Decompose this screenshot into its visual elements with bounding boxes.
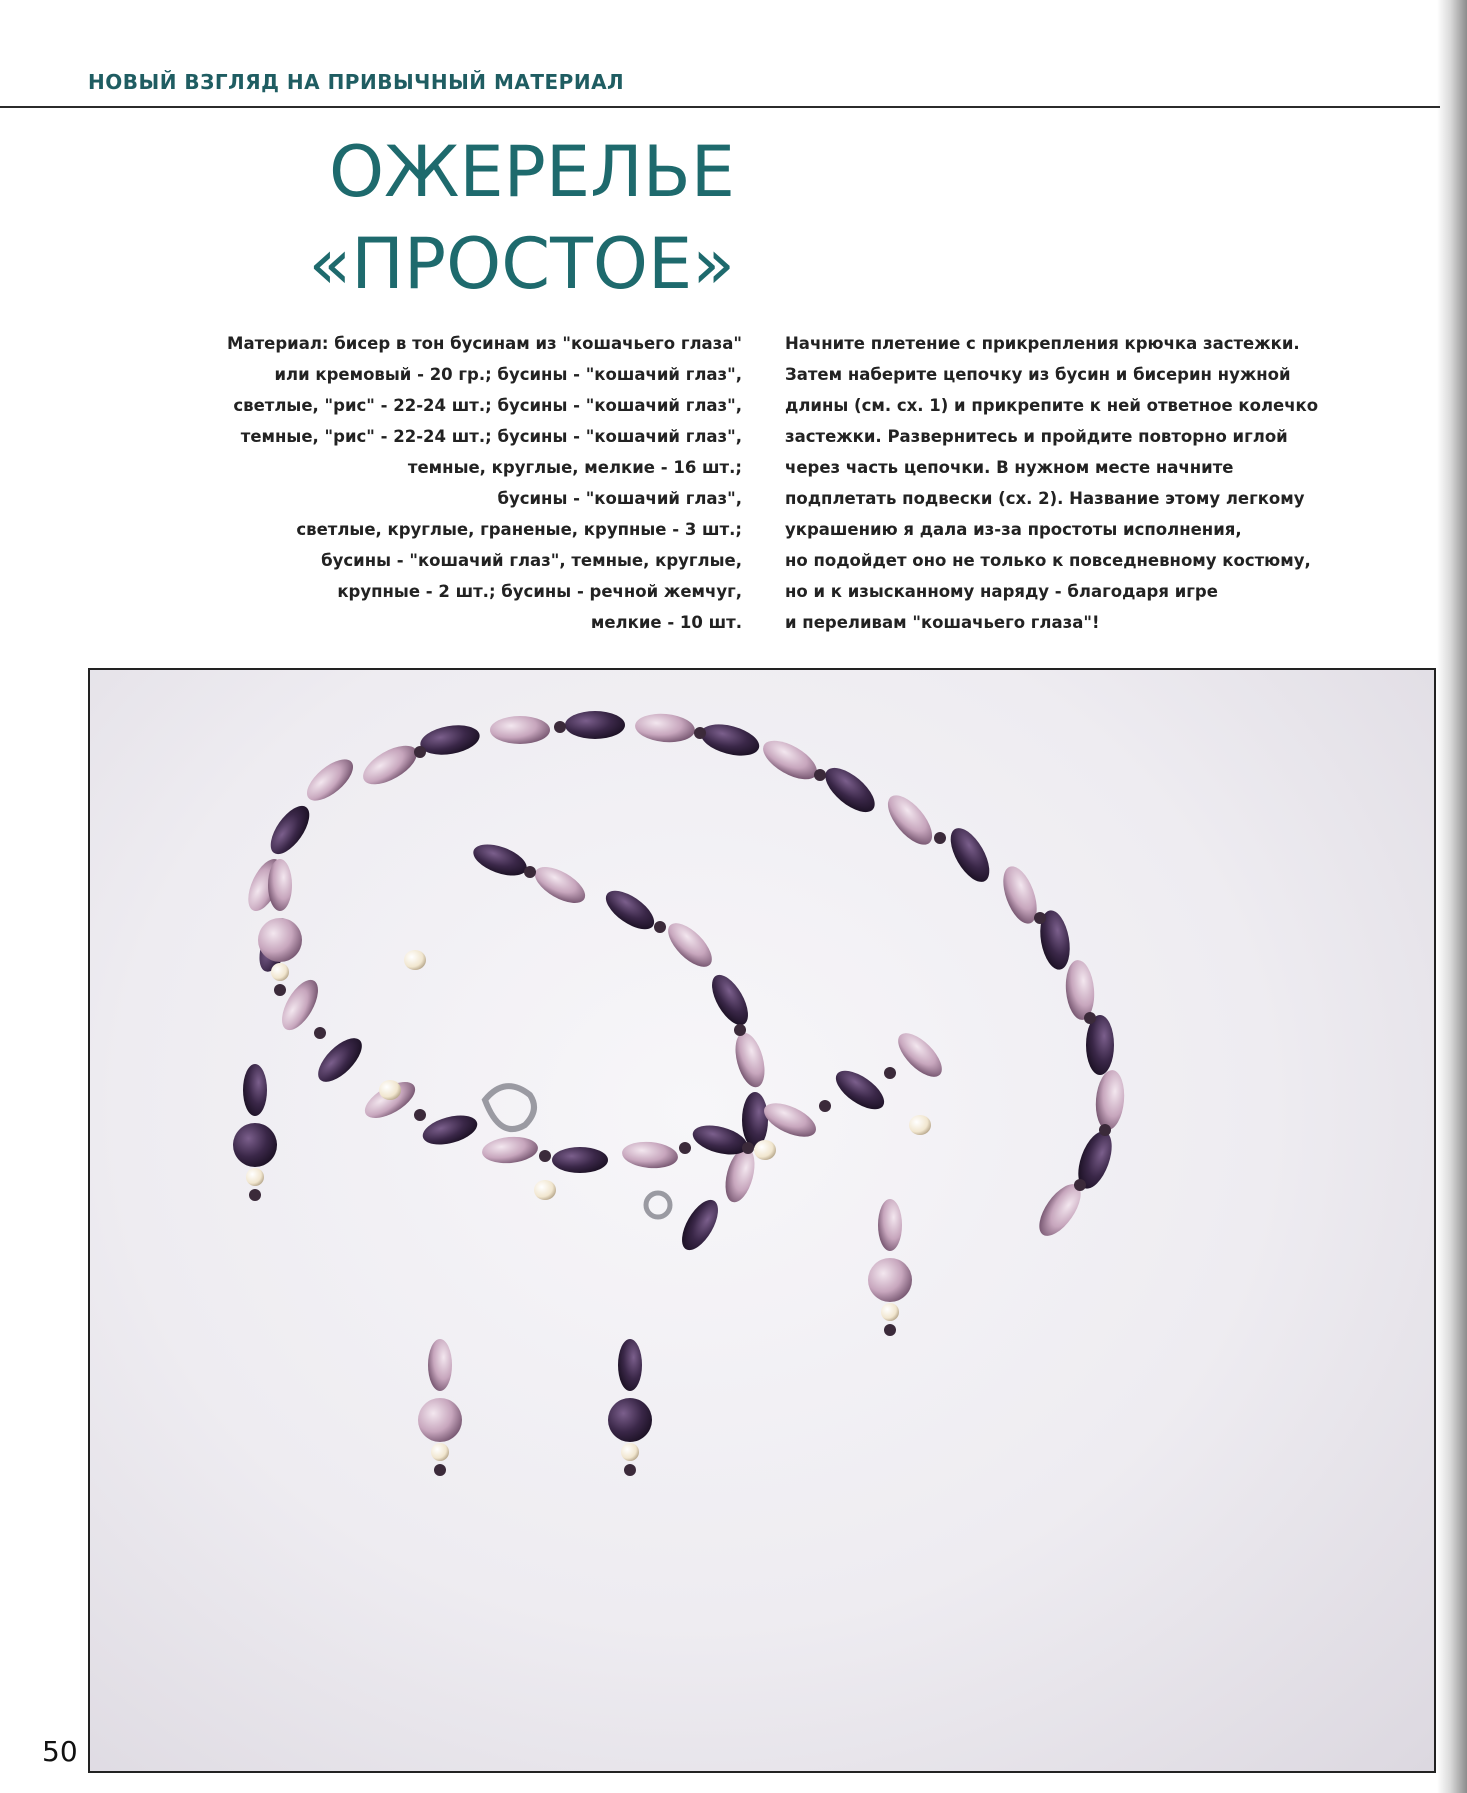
cats-eye-bead bbox=[418, 721, 482, 759]
materials-line: бусины - "кошачий глаз", bbox=[497, 489, 742, 508]
cats-eye-bead bbox=[300, 752, 360, 808]
cats-eye-bead bbox=[878, 1199, 902, 1251]
seed-bead bbox=[624, 1464, 636, 1476]
cats-eye-bead bbox=[742, 1092, 768, 1148]
seed-bead bbox=[694, 727, 706, 739]
cats-eye-bead bbox=[311, 1031, 369, 1089]
seed-bead bbox=[934, 832, 946, 844]
cats-eye-bead bbox=[243, 1064, 267, 1116]
seed-bead bbox=[884, 1324, 896, 1336]
cats-eye-bead bbox=[233, 1123, 277, 1167]
cats-eye-bead bbox=[428, 1339, 452, 1391]
pearl-bead bbox=[754, 1140, 776, 1160]
seed-bead bbox=[654, 921, 666, 933]
materials-line: или кремовый - 20 гр.; бусины - "кошачий глаз", bbox=[274, 365, 742, 384]
cats-eye-bead bbox=[490, 716, 550, 744]
materials-line: темные, круглые, мелкие - 16 шт.; bbox=[407, 458, 742, 477]
clasp bbox=[485, 1086, 534, 1129]
cats-eye-bead bbox=[661, 916, 719, 974]
seed-bead bbox=[434, 1464, 446, 1476]
cats-eye-bead bbox=[621, 1140, 679, 1171]
cats-eye-bead bbox=[565, 711, 625, 739]
cats-eye-bead bbox=[634, 711, 696, 744]
materials-line: бусины - "кошачий глаз", темные, круглые, bbox=[321, 551, 742, 570]
cats-eye-bead bbox=[357, 738, 423, 792]
pearl-bead bbox=[404, 950, 426, 970]
seed-bead bbox=[1074, 1179, 1086, 1191]
cats-eye-bead bbox=[830, 1063, 891, 1116]
cats-eye-bead bbox=[759, 1096, 821, 1143]
pearl-bead bbox=[534, 1180, 556, 1200]
seed-bead bbox=[249, 1189, 261, 1201]
instructions-line: длины (см. сх. 1) и прикрепите к ней ответное колечко bbox=[785, 396, 1319, 415]
pearl-bead bbox=[621, 1443, 639, 1461]
seed-bead bbox=[1084, 1012, 1096, 1024]
cats-eye-bead bbox=[675, 1194, 726, 1255]
seed-bead bbox=[554, 721, 566, 733]
page-number: 50 bbox=[42, 1735, 78, 1768]
article-title bbox=[230, 126, 735, 310]
instructions-line: подплетать подвески (сх. 2). Название этому легкому bbox=[785, 489, 1305, 508]
instructions-line: Затем наберите цепочку из бусин и бисерин нужной bbox=[785, 365, 1291, 384]
cats-eye-bead bbox=[730, 1030, 770, 1091]
seed-bead bbox=[314, 1027, 326, 1039]
cats-eye-bead bbox=[469, 838, 531, 882]
instructions-text bbox=[785, 328, 1318, 638]
cats-eye-bead bbox=[868, 1258, 912, 1302]
instructions-line: и переливам "кошачьего глаза"! bbox=[785, 613, 1100, 632]
cats-eye-bead bbox=[705, 969, 756, 1030]
section-header: НОВЫЙ ВЗГЛЯД НА ПРИВЫЧНЫЙ МАТЕРИАЛ bbox=[88, 70, 625, 94]
cats-eye-bead bbox=[263, 800, 316, 861]
cats-eye-bead bbox=[552, 1147, 608, 1173]
materials-line: мелкие - 10 шт. bbox=[590, 613, 742, 632]
cats-eye-bead bbox=[891, 1026, 949, 1084]
title-line-2: «ПРОСТОЕ» bbox=[308, 223, 735, 305]
cats-eye-bead bbox=[258, 918, 302, 962]
cats-eye-bead bbox=[418, 1398, 462, 1442]
seed-bead bbox=[734, 1024, 746, 1036]
seed-bead bbox=[1099, 1124, 1111, 1136]
seed-bead bbox=[884, 1067, 896, 1079]
materials-text bbox=[60, 328, 742, 638]
seed-bead bbox=[814, 769, 826, 781]
cats-eye-bead bbox=[1063, 959, 1096, 1021]
cats-eye-bead bbox=[880, 788, 940, 852]
seed-bead bbox=[524, 866, 536, 878]
cats-eye-bead bbox=[943, 822, 997, 888]
materials-line: темные, "рис" - 22-24 шт.; бусины - "кошачий глаз", bbox=[240, 427, 742, 446]
cats-eye-bead bbox=[608, 1398, 652, 1442]
pearl-bead bbox=[271, 963, 289, 981]
cats-eye-bead bbox=[268, 859, 292, 911]
page-edge-shadow bbox=[1437, 0, 1467, 1793]
cats-eye-bead bbox=[1093, 1069, 1126, 1131]
cats-eye-bead bbox=[1086, 1015, 1114, 1075]
pearl-bead bbox=[881, 1303, 899, 1321]
cats-eye-bead bbox=[618, 1339, 642, 1391]
necklace-illustration bbox=[90, 670, 1434, 1771]
instructions-line: через часть цепочки. В нужном месте начните bbox=[785, 458, 1234, 477]
header-rule bbox=[0, 106, 1440, 108]
seed-bead bbox=[414, 746, 426, 758]
pearl-bead bbox=[379, 1080, 401, 1100]
seed-bead bbox=[679, 1142, 691, 1154]
cats-eye-bead bbox=[481, 1135, 539, 1166]
instructions-line: но подойдет оно не только к повседневному костюму, bbox=[785, 551, 1311, 570]
seed-bead bbox=[742, 1142, 754, 1154]
pearl-bead bbox=[909, 1115, 931, 1135]
materials-line: Материал: бисер в тон бусинам из "кошачьего глаза" bbox=[227, 334, 742, 353]
instructions-line: украшению я дала из-за простоты исполнения, bbox=[785, 520, 1242, 539]
cats-eye-bead bbox=[275, 974, 326, 1035]
cats-eye-bead bbox=[757, 733, 823, 787]
seed-bead bbox=[414, 1109, 426, 1121]
materials-line: крупные - 2 шт.; бусины - речной жемчуг, bbox=[337, 582, 742, 601]
materials-line: светлые, круглые, граненые, крупные - 3 шт.; bbox=[296, 520, 742, 539]
seed-bead bbox=[819, 1100, 831, 1112]
seed-bead bbox=[274, 984, 286, 996]
cats-eye-bead bbox=[529, 860, 590, 911]
title-line-1: ОЖЕРЕЛЬЕ bbox=[328, 131, 735, 213]
cats-eye-bead bbox=[600, 883, 661, 936]
cats-eye-bead bbox=[697, 719, 762, 762]
instructions-line: но и к изысканному наряду - благодаря игре bbox=[785, 582, 1218, 601]
cats-eye-bead bbox=[818, 760, 882, 820]
clasp-ring bbox=[646, 1193, 670, 1217]
necklace-photo bbox=[88, 668, 1436, 1773]
seed-bead bbox=[1034, 912, 1046, 924]
instructions-line: Начните плетение с прикрепления крючка застежки. bbox=[785, 334, 1300, 353]
pearl-bead bbox=[431, 1443, 449, 1461]
seed-bead bbox=[539, 1150, 551, 1162]
materials-line: светлые, "рис" - 22-24 шт.; бусины - "кошачий глаз", bbox=[233, 396, 742, 415]
cats-eye-bead bbox=[420, 1110, 481, 1150]
pearl-bead bbox=[246, 1168, 264, 1186]
instructions-line: застежки. Развернитесь и пройдите повторно иглой bbox=[785, 427, 1288, 446]
